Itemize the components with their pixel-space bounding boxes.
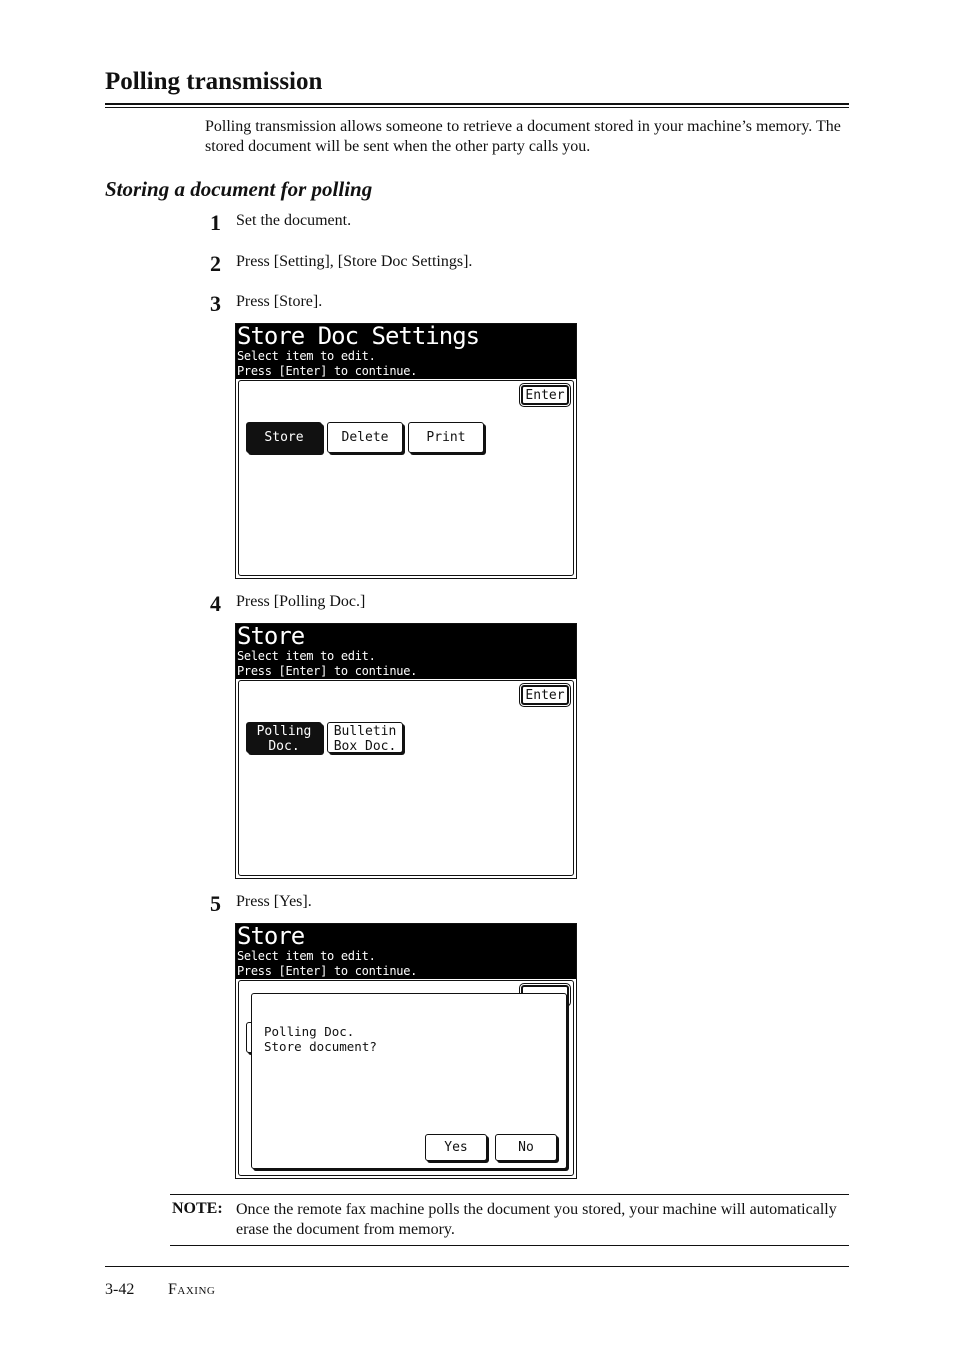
screen-title: Store xyxy=(237,622,305,650)
screen-header xyxy=(236,924,576,979)
screen-title: Store Doc Settings xyxy=(237,322,480,350)
dialog-message xyxy=(264,1024,377,1054)
button-label-line: Box Doc. xyxy=(333,739,397,754)
step-text: Press [Polling Doc.] xyxy=(236,593,366,610)
polling-doc-button[interactable] xyxy=(246,722,322,753)
screen-store xyxy=(235,623,577,879)
step-text: Press [Yes]. xyxy=(236,893,312,910)
enter-button[interactable]: Enter xyxy=(521,385,569,405)
screen-instruction: Press [Enter] to continue. xyxy=(237,664,418,678)
subheading: Storing a document for polling xyxy=(105,177,373,201)
button-label-line: Bulletin xyxy=(333,724,397,739)
enter-button[interactable]: Enter xyxy=(521,685,569,705)
footer-rule xyxy=(105,1266,849,1267)
step-text: Set the document. xyxy=(236,212,352,229)
step-number: 3 xyxy=(210,291,221,316)
screen-instruction: Press [Enter] to continue. xyxy=(237,364,418,378)
page-number: 3-42 xyxy=(105,1281,135,1298)
heading-rule-thin xyxy=(105,107,849,108)
yes-button[interactable]: Yes xyxy=(425,1134,487,1161)
screen-instruction: Select item to edit. xyxy=(237,349,376,363)
note-label: NOTE: xyxy=(172,1200,223,1217)
step-number: 2 xyxy=(210,251,221,276)
step-number: 4 xyxy=(210,591,221,616)
screen-store-doc-settings xyxy=(235,323,577,579)
intro-paragraph: Polling transmission allows someone to retrieve a document stored in your machine’s memory. The stored document will be sent when the other party calls you. xyxy=(205,118,841,155)
step-number: 5 xyxy=(210,891,221,916)
screen-instruction: Select item to edit. xyxy=(237,649,376,663)
delete-button[interactable]: Delete xyxy=(327,422,403,453)
step-number: 1 xyxy=(210,210,221,235)
note-rule xyxy=(170,1194,849,1195)
bulletin-box-doc-button[interactable] xyxy=(327,722,403,753)
no-button[interactable]: No xyxy=(495,1134,557,1161)
store-button[interactable]: Store xyxy=(246,422,322,453)
screen-title: Store xyxy=(237,922,305,950)
page-heading: Polling transmission xyxy=(105,68,323,95)
screen-instruction: Press [Enter] to continue. xyxy=(237,964,418,978)
screen-body xyxy=(238,380,574,576)
note-text: Once the remote fax machine polls the document you stored, your machine will automatically erase the document from memory. xyxy=(236,1201,837,1238)
screen-body xyxy=(238,980,574,1176)
screen-body xyxy=(238,680,574,876)
step-text: Press [Store]. xyxy=(236,293,323,310)
screen-instruction: Select item to edit. xyxy=(237,949,376,963)
screen-store-confirm xyxy=(235,923,577,1179)
confirm-dialog xyxy=(251,993,567,1169)
button-label-line: Polling xyxy=(256,724,312,739)
screen-header xyxy=(236,324,576,379)
screen-header xyxy=(236,624,576,679)
dialog-line: Polling Doc. xyxy=(264,1024,355,1039)
note-rule xyxy=(170,1245,849,1246)
step-text: Press [Setting], [Store Doc Settings]. xyxy=(236,253,473,270)
section-name: Faxing xyxy=(168,1281,216,1298)
button-label-line: Doc. xyxy=(268,739,300,754)
print-button[interactable]: Print xyxy=(408,422,484,453)
dialog-line: Store document? xyxy=(264,1039,377,1054)
heading-rule xyxy=(105,103,849,105)
